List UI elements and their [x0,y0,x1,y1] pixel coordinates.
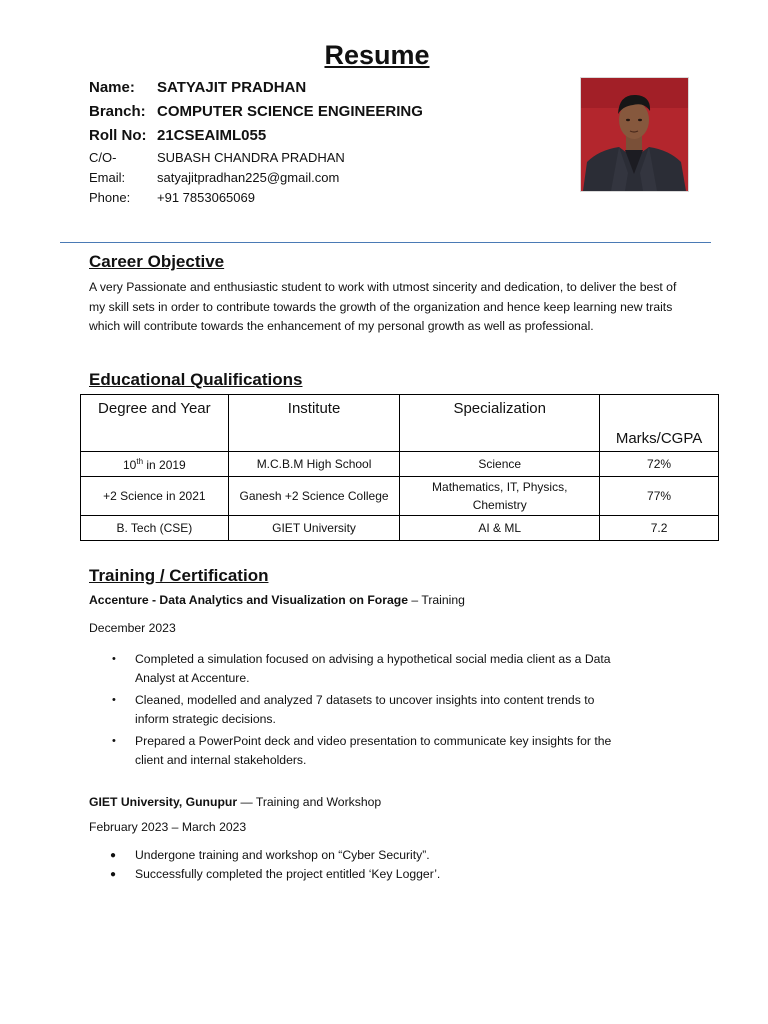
list-item: • Completed a simulation focused on advising a hypothetical social media client as a Data Analyst at Accenture. [112,650,612,688]
training-org: Accenture - Data Analytics and Visualization on Forage [89,593,408,607]
list-item: • Prepared a PowerPoint deck and video presentation to communicate key insights for the client and internal stakeholders. [112,732,612,770]
roll-value: 21CSEAIML055 [157,127,267,144]
email-row [89,170,339,185]
roll-row [89,127,266,144]
training-type: Training [421,593,465,607]
training-entry-2-date: February 2023 – March 2023 [89,820,247,834]
co-value: SUBASH CHANDRA PRADHAN [157,150,345,165]
roll-label: Roll No: [89,127,147,144]
branch-value: COMPUTER SCIENCE ENGINEERING [157,103,423,120]
branch-row [89,103,423,120]
profile-photo-illustration [581,78,688,191]
degree-cell: B. Tech (CSE) [81,516,229,541]
phone-row [89,190,255,205]
phone-label: Phone: [89,190,131,205]
training-entry-2-bullets [112,846,612,884]
education-table [80,394,719,541]
phone-value: +91 7853065069 [157,190,255,205]
co-row [89,150,345,165]
marks-cell: 72% [600,452,719,477]
column-header-institute: Institute [228,395,400,452]
degree-cell: +2 Science in 2021 [81,477,229,516]
column-header-degree: Degree and Year [81,395,229,452]
institute-cell: GIET University [228,516,400,541]
name-row [89,79,306,96]
email-value[interactable]: satyajitpradhan225@gmail.com [157,170,340,185]
column-header-marks: Marks/CGPA [600,395,719,452]
column-header-specialization: Specialization [400,395,600,452]
branch-label: Branch: [89,103,146,120]
table-header-row [81,395,719,452]
training-entry-1-bullets [112,650,612,773]
education-heading: Educational Qualifications [89,370,303,389]
co-label: C/O- [89,150,117,165]
career-objective-text: A very Passionate and enthusiastic student to work with utmost sincerity and dedication, to deliver the best of my skill sets in order to contribute towards the growth of the organization and hence keep learning new traits which will contribute towards the enhancement of my personal growth as well as professional. [89,280,677,333]
header-divider [60,242,711,243]
training-org: GIET University, Gunupur [89,795,238,809]
list-item: • Cleaned, modelled and analyzed 7 datasets to uncover insights into content trends to inform strategic decisions. [112,691,612,729]
degree-cell: 10th in 2019 [81,452,229,477]
specialization-cell: AI & ML [400,516,600,541]
table-row [81,477,719,516]
training-entry-1-date: December 2023 [89,621,176,635]
institute-cell: Ganesh +2 Science College [228,477,400,516]
table-row [81,516,719,541]
specialization-cell: Mathematics, IT, Physics, Chemistry [400,477,600,516]
page-title: Resume [324,40,430,70]
training-entry-2-title: GIET University, Gunupur — Training and Workshop [89,795,382,809]
name-value: SATYAJIT PRADHAN [157,79,307,96]
profile-photo [580,77,689,192]
training-heading: Training / Certification [89,566,269,585]
list-item: ● Undergone training and workshop on “Cyber Security”. [112,846,612,865]
table-row [81,452,719,477]
training-type: Training and Workshop [255,795,382,809]
list-item: ● Successfully completed the project entitled ‘Key Logger’. [112,865,612,884]
marks-cell: 7.2 [600,516,719,541]
specialization-cell: Science [400,452,600,477]
marks-cell: 77% [600,477,719,516]
career-objective-heading: Career Objective [89,252,225,271]
name-label: Name: [89,79,135,96]
institute-cell: M.C.B.M High School [228,452,400,477]
email-label: Email: [89,170,126,185]
training-entry-1-title: Accenture - Data Analytics and Visualization on Forage – Training [89,593,465,607]
